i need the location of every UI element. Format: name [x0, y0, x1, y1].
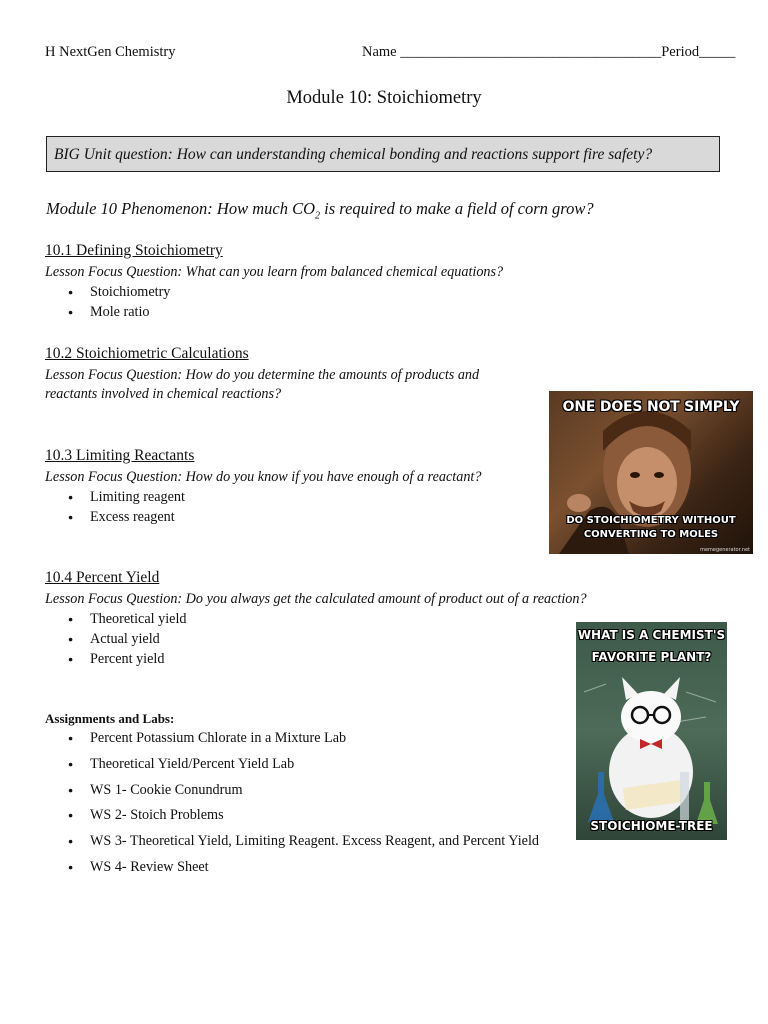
section-heading-10-2: 10.2 Stoichiometric Calculations: [45, 345, 249, 362]
section-heading-10-3: 10.3 Limiting Reactants: [45, 447, 195, 464]
list-item: ● Theoretical yield: [45, 610, 187, 630]
meme-bottom-text-1: DO STOICHIOMETRY WITHOUT: [566, 515, 736, 526]
list-item: ● WS 4- Review Sheet: [45, 855, 539, 881]
list-item: ● WS 2- Stoich Problems: [45, 803, 539, 829]
phenomenon-text-start: Module 10 Phenomenon: How much CO: [46, 199, 315, 218]
list-item: ● WS 3- Theoretical Yield, Limiting Reagent. Excess Reagent, and Percent Yield: [45, 829, 539, 855]
meme-watermark: memegenerator.net: [700, 547, 750, 553]
lesson-focus-question-cont: reactants involved in chemical reactions?: [45, 386, 282, 402]
list-item: ● Limiting reagent: [45, 488, 185, 508]
phenomenon-text-end: is required to make a field of corn grow?: [320, 199, 594, 218]
list-item: ● Excess reagent: [45, 508, 185, 528]
bullet-list: [45, 610, 187, 669]
page-title: Module 10: Stoichiometry: [286, 88, 482, 108]
meme-top-text-2: FAVORITE PLANT?: [591, 650, 712, 664]
name-period-field: Name ____________________________________Period_____: [362, 44, 736, 60]
section-heading-10-1: 10.1 Defining Stoichiometry: [45, 242, 223, 259]
big-unit-question: BIG Unit question: How can understanding chemical bonding and reactions support fire safety?: [46, 136, 720, 172]
course-name: H NextGen Chemistry: [45, 44, 176, 60]
list-item: ● Stoichiometry: [45, 283, 170, 303]
lesson-focus-question: Lesson Focus Question: How do you determine the amounts of products and: [45, 367, 480, 383]
meme-top-text: ONE DOES NOT SIMPLY: [562, 399, 740, 415]
list-item: ● Theoretical Yield/Percent Yield Lab: [45, 752, 539, 778]
list-item: ● Mole ratio: [45, 303, 170, 323]
meme-top-text-1: WHAT IS A CHEMIST'S: [577, 628, 726, 642]
meme-bottom-text: STOICHIOME-TREE: [590, 819, 713, 833]
lesson-focus-question: Lesson Focus Question: Do you always get the calculated amount of product out of a reaction?: [45, 591, 587, 607]
lesson-focus-question: Lesson Focus Question: How do you know if you have enough of a reactant?: [45, 469, 482, 485]
meme-bottom-text-2: CONVERTING TO MOLES: [583, 529, 719, 540]
list-item: ● Percent Potassium Chlorate in a Mixture Lab: [45, 726, 539, 752]
assignments-list: [45, 726, 539, 881]
bullet-list: [45, 488, 185, 528]
meme-image-chemistry-cat: [576, 622, 727, 840]
phenomenon-question: [46, 199, 594, 221]
phenomenon-subscript: 2: [315, 210, 320, 222]
section-heading-10-4: 10.4 Percent Yield: [45, 569, 160, 586]
assignments-heading: Assignments and Labs:: [45, 711, 175, 726]
bullet-list: [45, 283, 170, 323]
lesson-focus-question: Lesson Focus Question: What can you learn from balanced chemical equations?: [45, 264, 504, 280]
list-item: ● WS 1- Cookie Conundrum: [45, 778, 539, 804]
list-item: ● Percent yield: [45, 650, 187, 670]
list-item: ● Actual yield: [45, 630, 187, 650]
meme-image-one-does-not-simply: [549, 391, 753, 554]
